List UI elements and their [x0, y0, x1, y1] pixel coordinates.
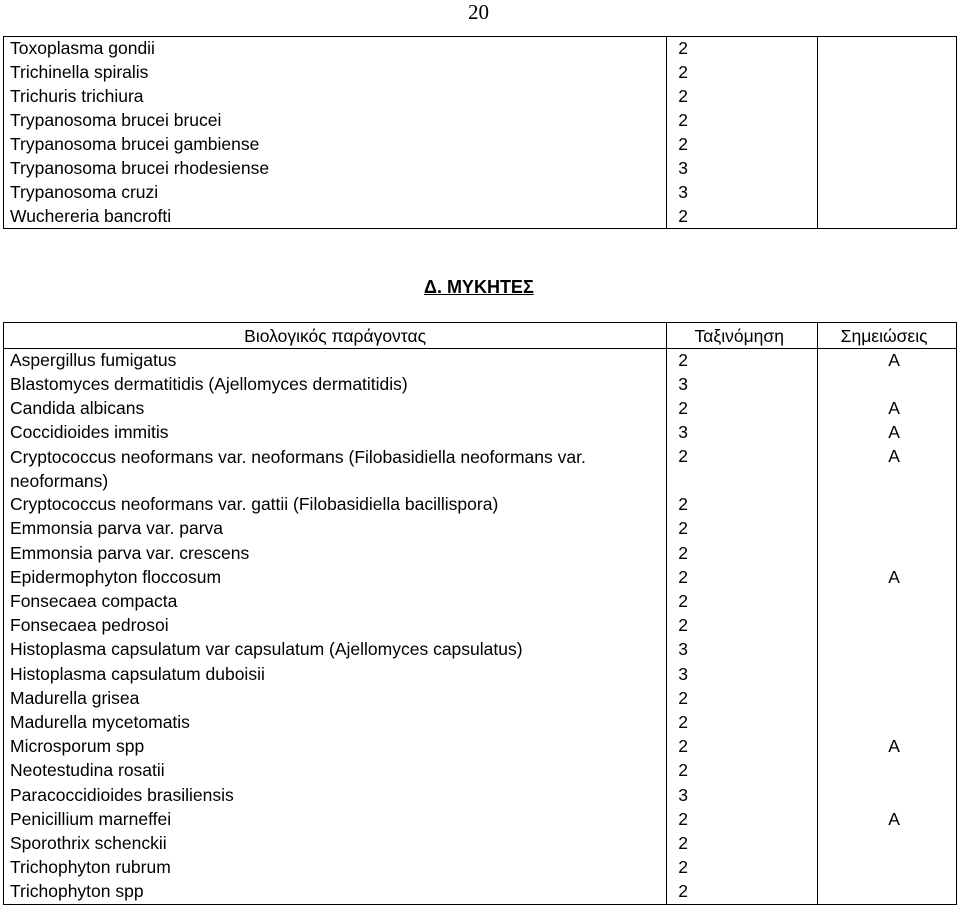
- cell-name: Cryptococcus neoformans var. neoformans (Filobasidiella neoformans var. neoformans): [4, 445, 667, 493]
- cell-notes: [818, 590, 957, 614]
- cell-notes: [818, 663, 957, 687]
- cell-notes: [818, 687, 957, 711]
- cell-notes: A: [818, 445, 957, 493]
- table-row: [4, 614, 957, 638]
- cell-classification: 2: [667, 880, 818, 904]
- table-row: [4, 181, 957, 205]
- cell-classification: 2: [667, 109, 818, 133]
- cell-notes: [818, 856, 957, 880]
- cell-name: Toxoplasma gondii: [4, 37, 667, 61]
- table-row: [4, 205, 957, 229]
- header-biological-agent: Βιολογικός παράγοντας: [4, 323, 667, 349]
- cell-classification: 2: [667, 85, 818, 109]
- cell-classification: 2: [667, 566, 818, 590]
- cell-name: Madurella mycetomatis: [4, 711, 667, 735]
- cell-notes: [818, 373, 957, 397]
- cell-name: Blastomyces dermatitidis (Ajellomyces dermatitidis): [4, 373, 667, 397]
- header-notes: Σημειώσεις: [818, 323, 957, 349]
- cell-classification: 2: [667, 735, 818, 759]
- cell-notes: [818, 37, 957, 61]
- cell-classification: 3: [667, 157, 818, 181]
- cell-classification: 3: [667, 663, 818, 687]
- table-row: [4, 832, 957, 856]
- table-row: [4, 687, 957, 711]
- table-row: [4, 663, 957, 687]
- fungi-table-body: [4, 323, 957, 905]
- parasites-table: [3, 36, 957, 229]
- cell-notes: [818, 711, 957, 735]
- cell-classification: 2: [667, 614, 818, 638]
- cell-classification: 2: [667, 856, 818, 880]
- parasites-table-body: [4, 37, 957, 229]
- cell-classification: 2: [667, 711, 818, 735]
- table-row: [4, 856, 957, 880]
- cell-name: Candida albicans: [4, 397, 667, 421]
- cell-classification: 3: [667, 638, 818, 662]
- table-row: [4, 37, 957, 61]
- cell-name: Histoplasma capsulatum duboisii: [4, 663, 667, 687]
- cell-name: Paracoccidioides brasiliensis: [4, 784, 667, 808]
- cell-notes: [818, 205, 957, 229]
- cell-notes: [818, 784, 957, 808]
- cell-classification: 2: [667, 759, 818, 783]
- cell-classification: 2: [667, 493, 818, 517]
- cell-name: Trypanosoma brucei gambiense: [4, 133, 667, 157]
- table-row: [4, 421, 957, 445]
- cell-name: Microsporum spp: [4, 735, 667, 759]
- cell-name: Fonsecaea compacta: [4, 590, 667, 614]
- cell-name: Coccidioides immitis: [4, 421, 667, 445]
- table-row: [4, 85, 957, 109]
- cell-classification: 2: [667, 517, 818, 541]
- table-row: [4, 808, 957, 832]
- cell-name: Epidermophyton floccosum: [4, 566, 667, 590]
- table-row: [4, 735, 957, 759]
- cell-notes: [818, 181, 957, 205]
- cell-classification: 2: [667, 397, 818, 421]
- table-row: [4, 711, 957, 735]
- cell-name: Fonsecaea pedrosoi: [4, 614, 667, 638]
- table-row: [4, 445, 957, 493]
- cell-notes: [818, 638, 957, 662]
- table-row: [4, 109, 957, 133]
- table-row: [4, 517, 957, 541]
- cell-name: Trypanosoma brucei rhodesiense: [4, 157, 667, 181]
- table-row: [4, 61, 957, 85]
- cell-notes: [818, 614, 957, 638]
- cell-name: Sporothrix schenckii: [4, 832, 667, 856]
- table-row: [4, 373, 957, 397]
- cell-name: Madurella grisea: [4, 687, 667, 711]
- table-row: [4, 638, 957, 662]
- table-row: [4, 157, 957, 181]
- cell-notes: A: [818, 421, 957, 445]
- cell-classification: 3: [667, 421, 818, 445]
- cell-name: Trichuris trichiura: [4, 85, 667, 109]
- table-header-row: [4, 323, 957, 349]
- cell-classification: 2: [667, 542, 818, 566]
- cell-name: Trichophyton rubrum: [4, 856, 667, 880]
- cell-notes: [818, 109, 957, 133]
- cell-notes: [818, 85, 957, 109]
- cell-name: Emmonsia parva var. parva: [4, 517, 667, 541]
- cell-classification: 2: [667, 832, 818, 856]
- cell-notes: [818, 517, 957, 541]
- cell-classification: 2: [667, 37, 818, 61]
- cell-name: Trichophyton spp: [4, 880, 667, 904]
- table-row: [4, 349, 957, 373]
- cell-name: Trypanosoma brucei brucei: [4, 109, 667, 133]
- table-row: [4, 880, 957, 904]
- table-row: [4, 493, 957, 517]
- cell-name: Cryptococcus neoformans var. gattii (Filobasidiella bacillispora): [4, 493, 667, 517]
- cell-name: Trichinella spiralis: [4, 61, 667, 85]
- cell-notes: [818, 61, 957, 85]
- table-row: [4, 542, 957, 566]
- cell-notes: A: [818, 349, 957, 373]
- table-row: [4, 397, 957, 421]
- cell-classification: 2: [667, 808, 818, 832]
- cell-name: Neotestudina rosatii: [4, 759, 667, 783]
- table-row: [4, 133, 957, 157]
- cell-notes: [818, 133, 957, 157]
- cell-classification: 2: [667, 61, 818, 85]
- cell-notes: [818, 542, 957, 566]
- fungi-table: [3, 322, 957, 905]
- cell-classification: 2: [667, 205, 818, 229]
- cell-notes: [818, 759, 957, 783]
- cell-name: Trypanosoma cruzi: [4, 181, 667, 205]
- cell-notes: [818, 493, 957, 517]
- cell-classification: 2: [667, 687, 818, 711]
- cell-notes: [818, 832, 957, 856]
- cell-name: Emmonsia parva var. crescens: [4, 542, 667, 566]
- page-number: 20: [468, 0, 489, 24]
- table-row: [4, 759, 957, 783]
- cell-classification: 3: [667, 784, 818, 808]
- cell-classification: 2: [667, 590, 818, 614]
- cell-classification: 2: [667, 445, 818, 493]
- cell-notes: A: [818, 566, 957, 590]
- cell-notes: A: [818, 735, 957, 759]
- table-row: [4, 566, 957, 590]
- cell-name: Histoplasma capsulatum var capsulatum (Ajellomyces capsulatus): [4, 638, 667, 662]
- cell-notes: A: [818, 397, 957, 421]
- section-title: Δ. ΜΥΚΗΤΕΣ: [424, 277, 534, 297]
- cell-classification: 3: [667, 181, 818, 205]
- header-classification: Ταξινόμηση: [667, 323, 818, 349]
- cell-name: Penicillium marneffei: [4, 808, 667, 832]
- cell-notes: [818, 157, 957, 181]
- table-row: [4, 590, 957, 614]
- cell-classification: 2: [667, 133, 818, 157]
- table-row: [4, 784, 957, 808]
- cell-classification: 3: [667, 373, 818, 397]
- cell-name: Aspergillus fumigatus: [4, 349, 667, 373]
- cell-name: Wuchereria bancrofti: [4, 205, 667, 229]
- cell-notes: [818, 880, 957, 904]
- cell-classification: 2: [667, 349, 818, 373]
- cell-notes: A: [818, 808, 957, 832]
